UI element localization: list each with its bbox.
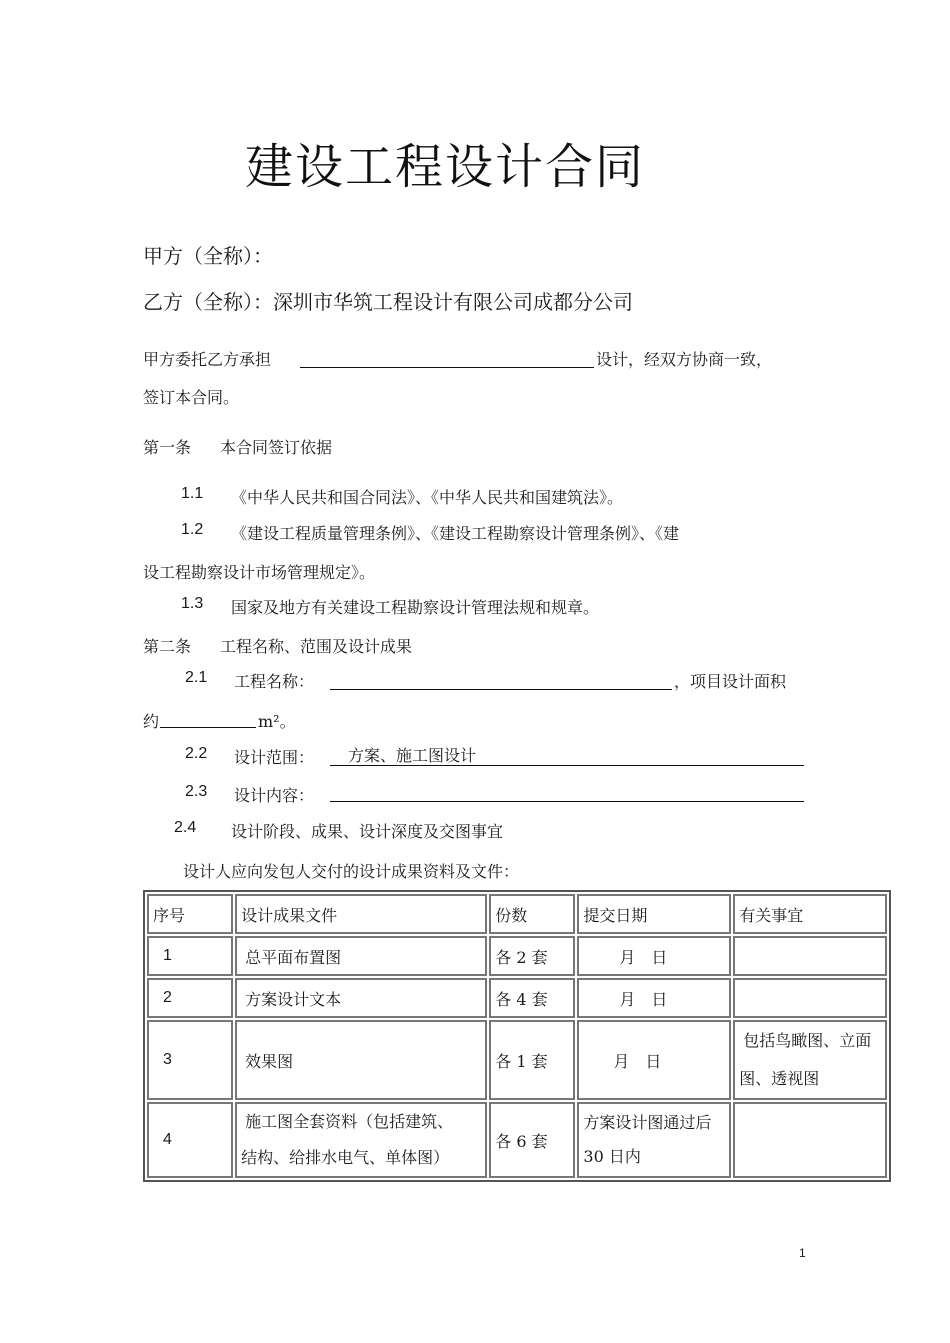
row-copies: 各 2 套 [489,936,575,976]
document-title: 建设工程设计合同 [245,139,646,195]
row-number: 1 [147,936,233,976]
row-copies: 各 1 套 [489,1020,575,1100]
row-file: 总平面布置图 [235,936,487,976]
intro-line2: 签订本合同。 [143,388,240,407]
row-note [733,1020,887,1100]
item-2-3-number: 2.3 [185,783,208,800]
table-row [147,978,887,1018]
item-1-2-text: 《建设工程质量管理条例》、《建设工程勘察设计管理条例》、《建 [231,524,680,543]
item-2-1-number: 2.1 [185,669,208,686]
row-note [733,1102,887,1178]
date-line-1: 方案设计图通过后 [583,1113,712,1132]
item-2-1-label: 工程名称： [234,672,315,691]
row-date: 月 日 [577,936,731,976]
area-prefix: 约 [143,712,160,731]
article2-title: 工程名称、范围及设计成果 [220,637,413,656]
item-1-2-number: 1.2 [181,521,204,538]
project-name-blank [330,669,672,690]
item-2-3-label: 设计内容： [234,786,315,805]
file-line-2: 结构、给排水电气、单体图） [241,1148,450,1167]
item-2-4-text: 设计阶段、成果、设计深度及交图事宜 [231,822,504,841]
design-scope-value: 方案、施工图设计 [348,746,477,765]
item-2-2-label: 设计范围： [234,748,315,767]
note-line-2: 图、透视图 [739,1069,820,1088]
article1-title: 本合同签订依据 [220,438,333,457]
row-number: 4 [147,1102,233,1178]
item-1-2-continuation: 设工程勘察设计市场管理规定》。 [143,563,376,582]
deliverables-table [143,890,891,1182]
header-cell: 份数 [489,894,575,934]
item-1-1-text: 《中华人民共和国合同法》、《中华人民共和国建筑法》。 [231,488,624,507]
table-row [147,1102,887,1178]
item-1-3-text: 国家及地方有关建设工程勘察设计管理法规和规章。 [231,598,600,617]
article2-heading: 第二条 [143,637,192,656]
row-file: 效果图 [235,1020,487,1100]
row-file: 方案设计文本 [235,978,487,1018]
row-file [235,1102,487,1178]
item-1-3-number: 1.3 [181,595,204,612]
table-header-row [147,894,887,934]
header-cell: 有关事宜 [733,894,887,934]
row-date: 月 日 [577,1020,731,1100]
deliverables-intro: 设计人应向发包人交付的设计成果资料及文件： [183,862,520,881]
item-2-2-number: 2.2 [185,745,208,762]
party-a-line: 甲方（全称）： [143,244,273,268]
row-note [733,936,887,976]
row-note [733,978,887,1018]
row-copies: 各 4 套 [489,978,575,1018]
article1-heading: 第一条 [143,438,192,457]
header-cell: 序号 [147,894,233,934]
row-date [577,1102,731,1178]
area-blank [160,707,256,728]
design-content-blank [330,781,804,802]
intro-suffix: 设计，经双方协商一致， [596,350,773,369]
item-2-1-suffix: ，项目设计面积 [674,672,787,691]
header-cell: 设计成果文件 [235,894,487,934]
area-unit: m²。 [258,712,296,731]
date-line-2: 30 日内 [583,1147,641,1166]
note-line-1: 包括鸟瞰图、立面 [743,1031,872,1050]
page-number: 1 [799,1246,806,1260]
table-row [147,1020,887,1100]
row-number: 2 [147,978,233,1018]
table-row [147,936,887,976]
file-line-1: 施工图全套资料（包括建筑、 [245,1112,454,1131]
row-copies: 各 6 套 [489,1102,575,1178]
row-date: 月 日 [577,978,731,1018]
intro-prefix: 甲方委托乙方承担 [143,350,272,369]
project-blank-line [300,347,594,368]
party-b-line: 乙方（全称）：深圳市华筑工程设计有限公司成都分公司 [143,290,633,314]
header-cell: 提交日期 [577,894,731,934]
row-number: 3 [147,1020,233,1100]
item-1-1-number: 1.1 [181,485,204,502]
item-2-4-number: 2.4 [174,819,197,836]
